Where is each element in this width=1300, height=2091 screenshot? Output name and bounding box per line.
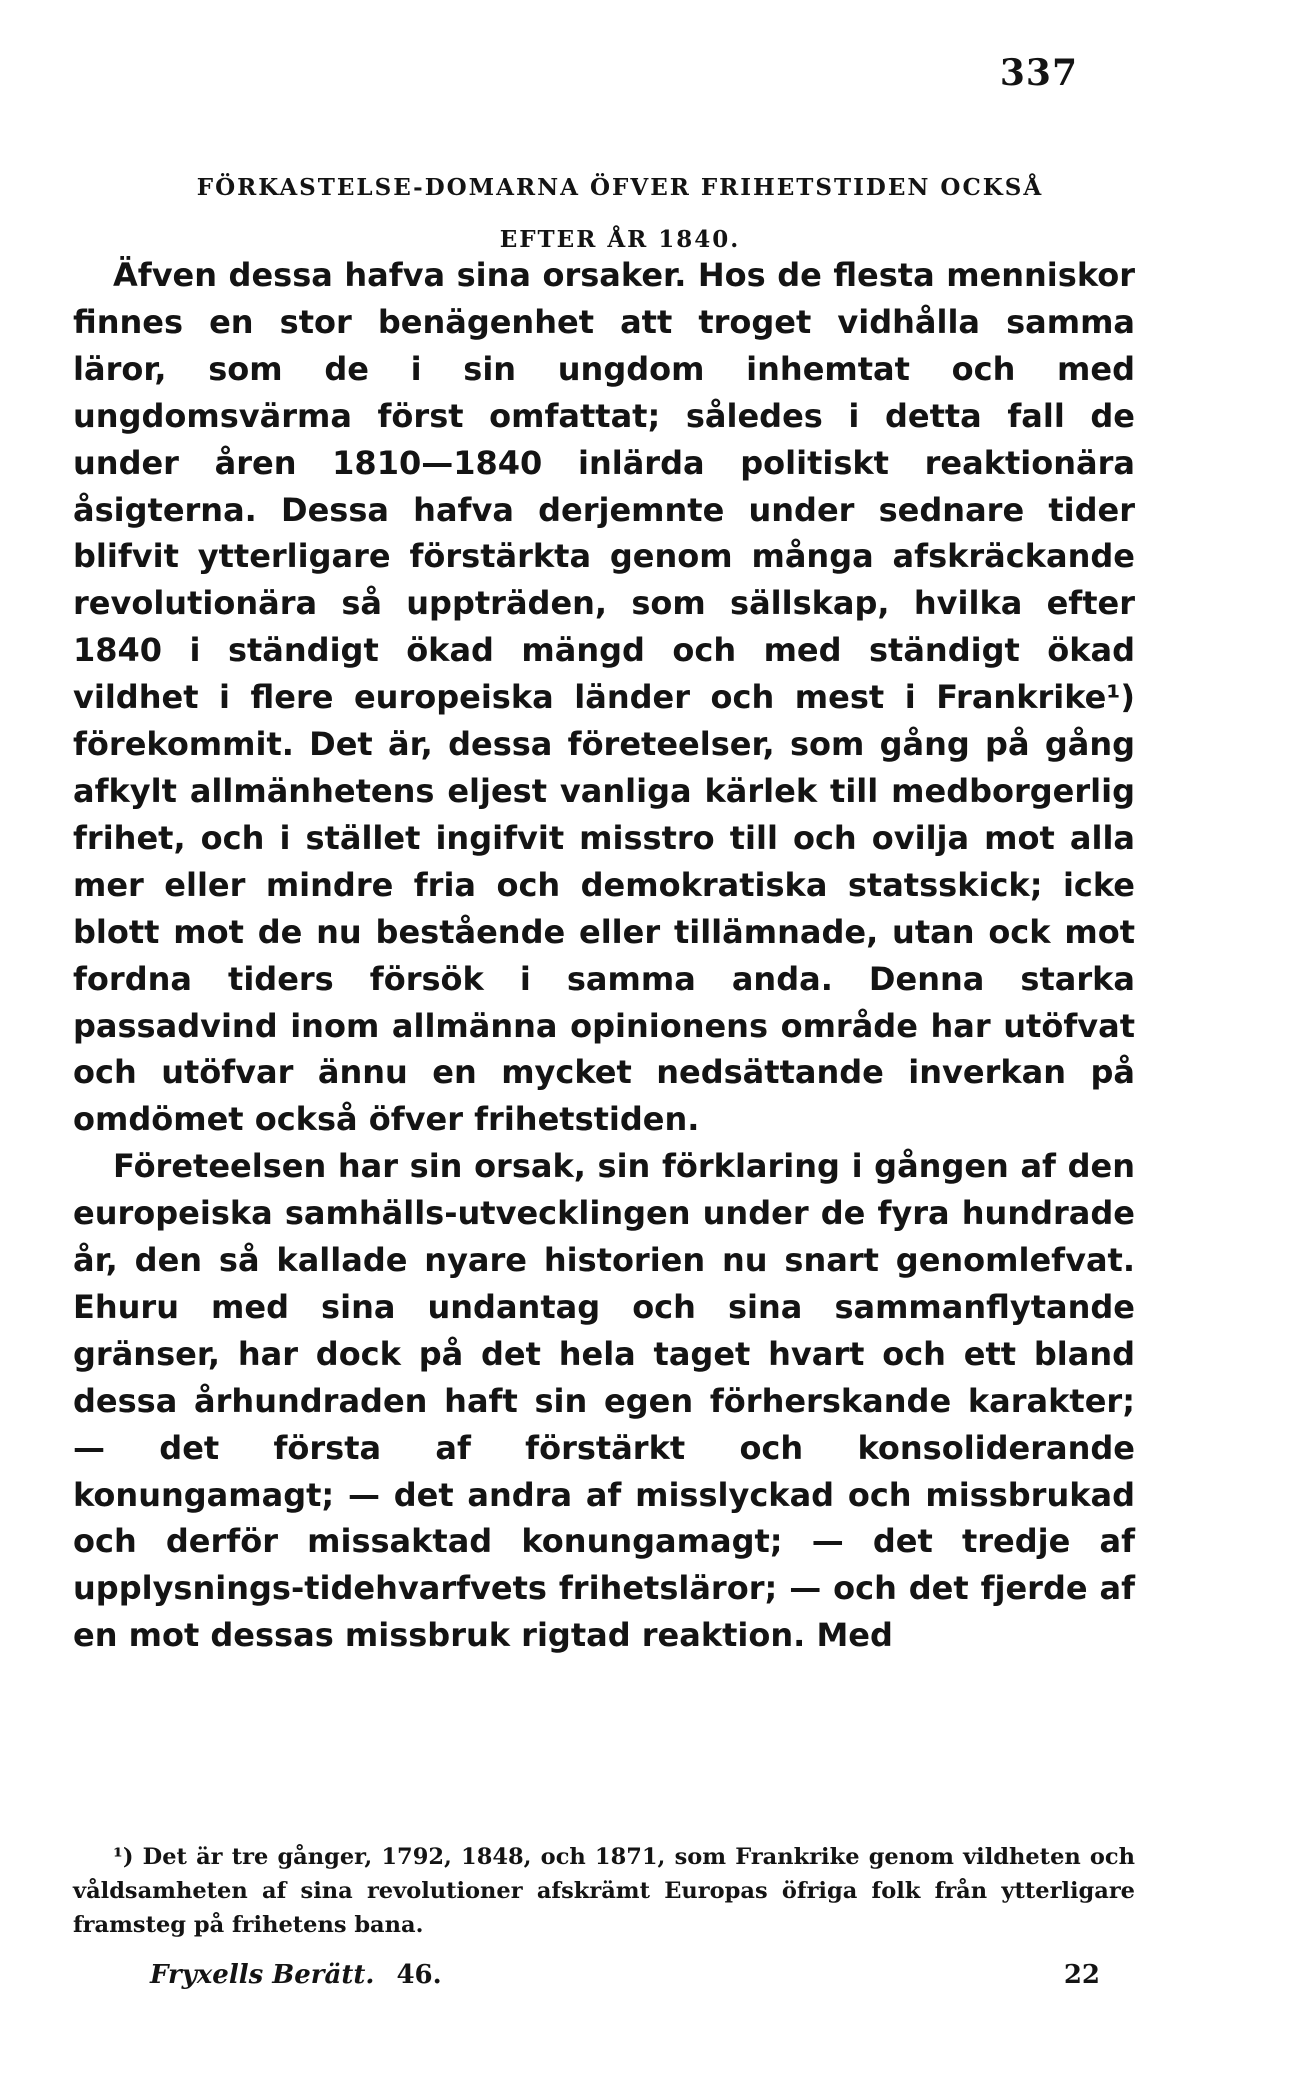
signature-number: 46. <box>396 1960 442 1990</box>
paragraph-1: Äfven dessa hafva sina orsaker. Hos de flesta menniskor finnes en stor benägenhet att troget vidhålla samma läror, som de i sin ungdom inhemtat och med ungdomsvärma först omfattat; således i detta fall de under åren 1810—1840 inlärda politiskt reaktionära åsigterna. Dessa hafva derjemnte under sednare tider blifvit ytterligare förstärkta genom många afskräckande revolutionära så uppträden, som sällskap, hvilka efter 1840 i ständigt ökad mängd och med ständigt ökad vildhet i flere europeiska länder och mest i Frankrike¹) förekommit. Det är, dessa företeelser, som gång på gång afkylt allmänhetens eljest vanliga kärlek till medborgerlig frihet, och i stället ingifvit misstro till och ovilja mot alla mer eller mindre fria och demokratiska statsskick; icke blott mot de nu bestående eller tillämnade, utan ock mot fordna tiders försök i samma anda. Denna starka passadvind inom allmänna opinionens område har utöfvat och utöfvar ännu en mycket nedsättande inverkan på omdömet också öfver frihetstiden. <box>73 256 1135 1139</box>
section-heading <box>120 162 1120 266</box>
printer-signature <box>150 1960 1100 1990</box>
footnote-1: ¹) Det är tre gånger, 1792, 1848, och 1871, som Frankrike genom vildheten och våldsamheten af sina revolutioner afskrämt Europas öfriga folk från ytterligare framsteg på frihetens bana. <box>73 1844 1135 1938</box>
page-number: 337 <box>999 52 1078 94</box>
signature-title: Fryxells Berätt. <box>150 1960 375 1990</box>
body-text <box>73 252 1135 1659</box>
footnotes <box>73 1840 1135 1942</box>
signature-sheet-number: 22 <box>1063 1960 1100 1990</box>
paragraph-2: Företeelsen har sin orsak, sin förklaring i gången af den europeiska samhälls-utvecklingen under de fyra hundrade år, den så kallade nyare historien nu snart genomlefvat. Ehuru med sina undantag och sina sammanflytande gränser, har dock på det hela taget hvart och ett bland dessa århundraden haft sin egen förherskande karakter; — det första af förstärkt och konsoliderande konungamagt; — det andra af misslyckad och missbrukad och derför missaktad konungamagt; — det tredje af upplysnings-tidehvarfvets frihetsläror; — och det fjerde af en mot dessas missbruk rigtad reaktion. Med <box>73 1147 1135 1655</box>
section-heading-line-2: EFTER ÅR 1840. <box>499 226 741 253</box>
section-heading-line-1: FÖRKASTELSE-DOMARNA ÖFVER FRIHETSTIDEN OCKSÅ <box>196 174 1044 201</box>
